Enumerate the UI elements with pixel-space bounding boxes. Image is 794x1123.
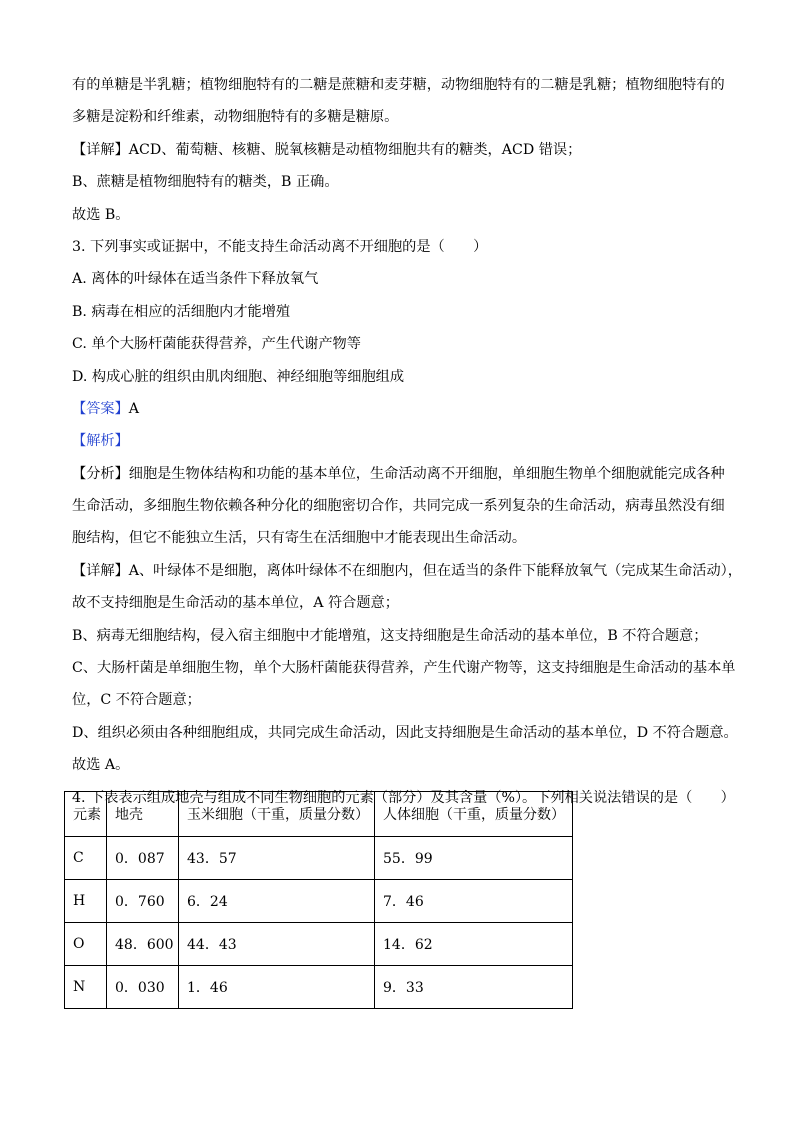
text-line: C、大肠杆菌是单细胞生物，单个大肠杆菌能获得营养，产生代谢产物等，这支持细胞是生命活动的基本单 bbox=[72, 660, 736, 677]
document-body bbox=[72, 75, 742, 820]
text-line: 故选 A。 bbox=[72, 757, 130, 774]
table-cell: 43．57 bbox=[179, 837, 375, 880]
table-cell: 55．99 bbox=[375, 837, 573, 880]
table-header-cell: 地壳 bbox=[107, 792, 179, 837]
text-line: B、病毒无细胞结构，侵入宿主细胞中才能增殖，这支持细胞是生命活动的基本单位，B 不符合题意； bbox=[72, 627, 708, 644]
table-cell: 7．46 bbox=[375, 880, 573, 923]
text-line: 生命活动，多细胞生物依赖各种分化的细胞密切合作，共同完成一系列复杂的生命活动，病毒虽然没有细 bbox=[72, 498, 725, 515]
option-d: D. 构成心脏的组织由肌肉细胞、神经细胞等细胞组成 bbox=[72, 368, 405, 385]
table-cell: 1．46 bbox=[179, 966, 375, 1009]
text-line: 故不支持细胞是生命活动的基本单位，A 符合题意； bbox=[72, 595, 399, 612]
table-cell: 9．33 bbox=[375, 966, 573, 1009]
table-header-cell: 玉米细胞（干重，质量分数） bbox=[179, 792, 375, 837]
question-3-stem: 3. 下列事实或证据中，不能支持生命活动离不开细胞的是（ ） bbox=[72, 238, 488, 255]
table-cell: 44．43 bbox=[179, 923, 375, 966]
table-cell: 0．030 bbox=[107, 966, 179, 1009]
answer-label: 【答案】 bbox=[72, 400, 129, 417]
table-cell: C bbox=[65, 837, 107, 880]
table-cell: 0．087 bbox=[107, 837, 179, 880]
text-line: 【详解】ACD、葡萄糖、核糖、脱氧核糖是动植物细胞共有的糖类，ACD 错误； bbox=[72, 141, 582, 158]
table-cell: O bbox=[65, 923, 107, 966]
table-header-row bbox=[65, 792, 573, 837]
table-cell: 6．24 bbox=[179, 880, 375, 923]
answer-value: A bbox=[128, 400, 140, 417]
table-row bbox=[65, 923, 573, 966]
text-line: 胞结构，但它不能独立生活，只有寄生在活细胞中才能表现出生命活动。 bbox=[72, 530, 527, 547]
table-row bbox=[65, 837, 573, 880]
text-line: B、蔗糖是植物细胞特有的糖类，B 正确。 bbox=[72, 174, 339, 191]
option-b: B. 病毒在相应的活细胞内才能增殖 bbox=[72, 303, 291, 320]
option-a: A. 离体的叶绿体在适当条件下释放氧气 bbox=[72, 271, 319, 288]
table-cell: 14．62 bbox=[375, 923, 573, 966]
text-line: 【详解】A、叶绿体不是细胞，离体叶绿体不在细胞内，但在适当的条件下能释放氧气（完成某生命活动）， bbox=[72, 562, 742, 579]
text-line: 【分析】细胞是生物体结构和功能的基本单位，生命活动离不开细胞，单细胞生物单个细胞就能完成各种 bbox=[72, 465, 725, 482]
table-cell: 0．760 bbox=[107, 880, 179, 923]
element-content-table bbox=[64, 791, 573, 1009]
option-c: C. 单个大肠杆菌能获得营养，产生代谢产物等 bbox=[72, 336, 361, 353]
table-row bbox=[65, 966, 573, 1009]
table-row bbox=[65, 880, 573, 923]
text-line: 多糖是淀粉和纤维素，动物细胞特有的多糖是糖原。 bbox=[72, 109, 399, 126]
table-header-cell: 人体细胞（干重，质量分数） bbox=[375, 792, 573, 837]
answer-line bbox=[72, 399, 732, 419]
table-cell: 48．600 bbox=[107, 923, 179, 966]
text-line: 有的单糖是半乳糖；植物细胞特有的二糖是蔗糖和麦芽糖，动物细胞特有的二糖是乳糖；植物细胞特有的 bbox=[72, 77, 725, 93]
analysis-label: 【解析】 bbox=[72, 433, 129, 450]
text-line: D、组织必须由各种细胞组成，共同完成生命活动，因此支持细胞是生命活动的基本单位，D 不符合题意。 bbox=[72, 724, 738, 741]
table-cell: H bbox=[65, 880, 107, 923]
question-4-stem: 4. 下表表示组成地壳与组成不同生物细胞的元素（部分）及其含量（%）。下列相关说法错误的是（ ） bbox=[72, 789, 735, 806]
text-line: 位，C 不符合题意； bbox=[72, 692, 201, 709]
table-cell: N bbox=[65, 966, 107, 1009]
table-header-cell: 元素 bbox=[65, 792, 107, 837]
text-line: 故选 B。 bbox=[72, 206, 130, 223]
